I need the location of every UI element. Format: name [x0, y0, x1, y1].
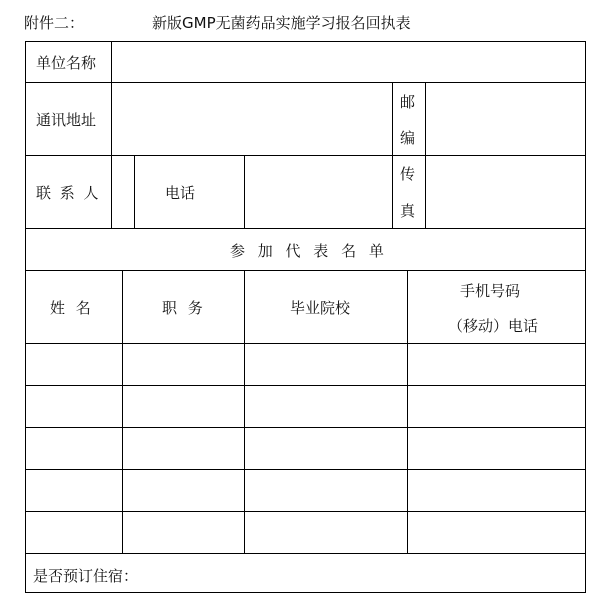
address-field[interactable]	[112, 83, 392, 155]
participant-row[interactable]	[26, 470, 585, 511]
phone-field[interactable]	[245, 156, 392, 228]
phone-label: 电话	[165, 184, 196, 202]
participant-row[interactable]	[26, 428, 585, 469]
contact-label: 联 系 人	[36, 184, 101, 202]
participant-row[interactable]	[26, 386, 585, 427]
postcode-field[interactable]	[426, 83, 585, 155]
fax-label-char-2: 真	[400, 202, 416, 220]
participant-row[interactable]	[26, 344, 585, 385]
col-school-header: 毕业院校	[290, 299, 351, 317]
unit-name-label: 单位名称	[36, 54, 97, 72]
col-name-header: 姓 名	[50, 299, 94, 317]
participant-row[interactable]	[26, 512, 585, 553]
col-mobile-header-line2: （移动）电话	[448, 317, 539, 335]
form-title: 新版GMP无菌药品实施学习报名回执表	[152, 14, 411, 32]
attachment-label: 附件二：	[24, 14, 85, 32]
contact-field[interactable]	[112, 156, 134, 228]
participants-heading: 参 加 代 表 名 单	[230, 242, 388, 260]
col-mobile-header-line1: 手机号码	[460, 282, 521, 300]
fax-label-char-1: 传	[400, 165, 416, 183]
accommodation-field[interactable]	[150, 555, 585, 591]
unit-name-field[interactable]	[112, 42, 585, 82]
accommodation-label: 是否预订住宿：	[33, 567, 139, 585]
col-position-header: 职 务	[162, 299, 206, 317]
postcode-label-char-2: 编	[400, 129, 416, 147]
address-label: 通讯地址	[36, 111, 97, 129]
postcode-label-char-1: 邮	[400, 93, 416, 111]
fax-field[interactable]	[426, 156, 585, 228]
